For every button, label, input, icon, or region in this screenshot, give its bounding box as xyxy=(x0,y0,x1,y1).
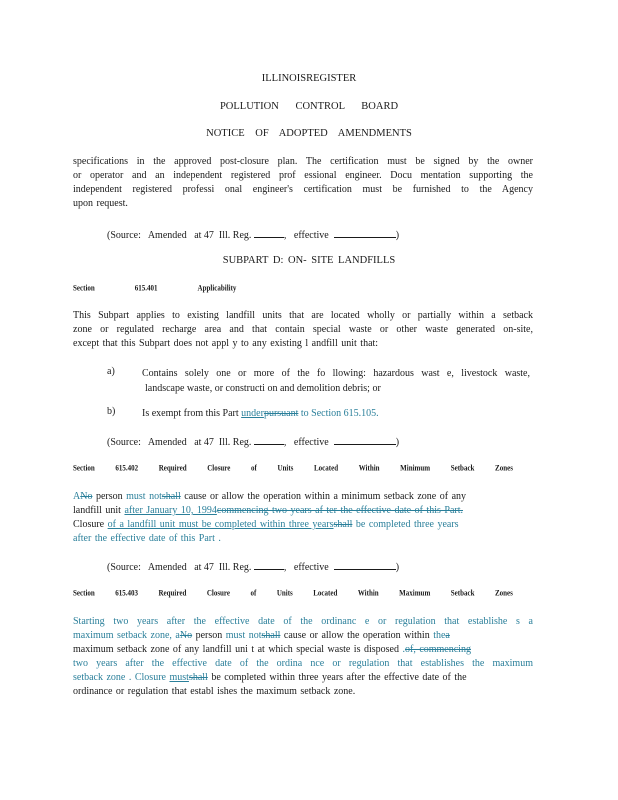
blank-line xyxy=(254,228,284,238)
section-label: Section xyxy=(73,283,95,293)
text-line: independent registered professi onal engineer's certification must be furnished to the Agency xyxy=(73,184,533,195)
text-run: be completed three years xyxy=(352,519,459,530)
text-run: setback zone . Closure xyxy=(73,672,170,683)
inserted-text: must not xyxy=(225,630,262,641)
heading-word: Section xyxy=(73,588,95,598)
section-heading-401 xyxy=(73,283,513,292)
text-run: maximum setback zone of any landfill uni t at which special waste is disposed xyxy=(73,644,403,655)
source-note xyxy=(107,228,399,241)
blank-line xyxy=(254,560,284,570)
inserted-text: after January 10, 1994 xyxy=(124,505,217,516)
item-a-label: a) xyxy=(107,366,115,377)
section-title: Applicability xyxy=(197,283,237,293)
text-line: specifications in the approved post-closure plan. The certification must be signed by the owner xyxy=(73,156,533,167)
text-line: or operator and an independent registered prof essional engineer. Docu mentation supporting the xyxy=(73,170,533,181)
item-b-text xyxy=(142,406,530,421)
inserted-text: must xyxy=(169,672,189,683)
inserted-text: under xyxy=(241,408,264,419)
source-middle: , effective xyxy=(283,437,329,448)
intro-paragraph xyxy=(73,155,533,211)
heading-word: Zones xyxy=(495,463,513,473)
heading-word: Closure xyxy=(206,588,231,598)
deleted-text: . xyxy=(460,505,463,516)
heading-word: Closure xyxy=(207,463,231,473)
source-middle: , effective xyxy=(283,230,329,241)
source-suffix: ) xyxy=(395,562,400,573)
section-heading-402 xyxy=(73,463,513,472)
text-line: landscape waste, or constructi on and demolition debris; or xyxy=(145,383,381,394)
source-note xyxy=(107,560,399,573)
subpart-title: SUBPART D: ON- SITE LANDFILLS xyxy=(222,255,396,266)
heading-word: Maximum xyxy=(399,588,431,598)
text-run: maximum setback zone, xyxy=(73,630,176,641)
section-number: 615.401 xyxy=(134,283,158,293)
text-run: person xyxy=(92,491,127,502)
deleted-text: shall xyxy=(261,630,281,641)
deleted-text: shall xyxy=(333,519,353,530)
inserted-text: of a landfill unit must be completed within three years xyxy=(107,519,334,530)
notice-title: NOTICE OF ADOPTED AMENDMENTS xyxy=(206,128,412,139)
heading-word: Units xyxy=(276,588,293,598)
source-prefix: (Source: Amended at 47 Ill. Reg. xyxy=(107,562,252,573)
heading-word: Within xyxy=(357,588,379,598)
text-line: This Subpart applies to existing landfill units that are located wholly or partially within a setback xyxy=(73,310,533,321)
heading-word: Located xyxy=(313,463,339,473)
inserted-text: A xyxy=(73,491,81,502)
inserted-text: must not xyxy=(126,491,162,502)
text-run: cause or allow the operation within xyxy=(280,630,434,641)
section-heading-403 xyxy=(73,588,513,597)
text-run: Is exempt from this Part xyxy=(142,408,239,419)
text-line: after the effective date of this Part . xyxy=(73,533,221,544)
heading-word: Setback xyxy=(450,463,475,473)
source-suffix: ) xyxy=(395,437,400,448)
blank-line xyxy=(334,560,396,570)
text-run: landfill unit xyxy=(73,505,125,516)
source-middle: , effective xyxy=(283,562,329,573)
heading-word: Units xyxy=(277,463,294,473)
section-401-body xyxy=(73,309,533,351)
deleted-text: commencing two years af ter the effective date of this Part xyxy=(216,505,461,516)
text-line: zone or regulated recharge area and that contain special waste or other waste generated on-site, xyxy=(73,324,533,335)
source-note xyxy=(107,435,399,448)
text-line: except that this Subpart does not appl y to any existing l andfill unit that: xyxy=(73,338,379,349)
item-a-text xyxy=(142,366,530,396)
text-line: Starting two years after the effective date of the ordinanc e or regulation that establishe s a xyxy=(73,616,533,627)
text-line xyxy=(73,504,533,518)
heading-word: Located xyxy=(313,588,338,598)
text-line: upon request. xyxy=(73,198,128,209)
inserted-text: a xyxy=(175,630,180,641)
source-suffix: ) xyxy=(395,230,400,241)
blank-line xyxy=(334,435,396,445)
heading-word: Minimum xyxy=(400,463,431,473)
source-prefix: (Source: Amended at 47 Ill. Reg. xyxy=(107,437,252,448)
heading-word: Section xyxy=(73,463,95,473)
text-line xyxy=(73,629,533,643)
heading-word: Setback xyxy=(450,588,475,598)
register-title: ILLINOISREGISTER xyxy=(261,73,357,84)
heading-word: Required xyxy=(158,588,187,598)
text-run: to Section 615.105. xyxy=(300,408,379,419)
deleted-text: pursuant xyxy=(263,408,299,419)
inserted-text: the xyxy=(433,630,446,641)
deleted-text: of, commencing xyxy=(404,644,471,655)
heading-word: Within xyxy=(358,463,380,473)
text-line xyxy=(73,643,533,657)
text-line: two years after the effective date of the ordina nce or regulation that establishes the maximum xyxy=(73,658,533,669)
deleted-text: No xyxy=(179,630,193,641)
section-403-body xyxy=(73,615,533,699)
inserted-text: . xyxy=(402,644,405,655)
text-line xyxy=(73,490,533,504)
section-402-body xyxy=(73,490,533,546)
deleted-text: No xyxy=(80,491,93,502)
text-run: Closure xyxy=(73,519,108,530)
heading-word: Required xyxy=(158,463,187,473)
source-prefix: (Source: Amended at 47 Ill. Reg. xyxy=(107,230,252,241)
text-run: be completed within three years after the effective date of the xyxy=(207,672,467,683)
heading-word: 615.403 xyxy=(115,588,138,598)
heading-word: Zones xyxy=(494,588,513,598)
deleted-text: a xyxy=(445,630,450,641)
blank-line xyxy=(334,228,396,238)
heading-word: of xyxy=(251,463,257,473)
blank-line xyxy=(254,435,284,445)
text-run: cause or allow the operation within a minimum setback zone of any xyxy=(180,491,467,502)
text-line: Contains solely one or more of the fo llowing: hazardous wast e, livestock waste, xyxy=(142,368,530,379)
deleted-text: shall xyxy=(188,672,208,683)
deleted-text: shall xyxy=(161,491,181,502)
text-line xyxy=(73,518,533,532)
text-line xyxy=(73,671,533,685)
text-run: person xyxy=(192,630,226,641)
item-b-label: b) xyxy=(107,406,116,417)
text-line: ordinance or regulation that establ ishes the maximum setback zone. xyxy=(73,686,356,697)
heading-word: of xyxy=(250,588,257,598)
heading-word: 615.402 xyxy=(115,463,139,473)
board-title: POLLUTION CONTROL BOARD xyxy=(219,101,399,112)
